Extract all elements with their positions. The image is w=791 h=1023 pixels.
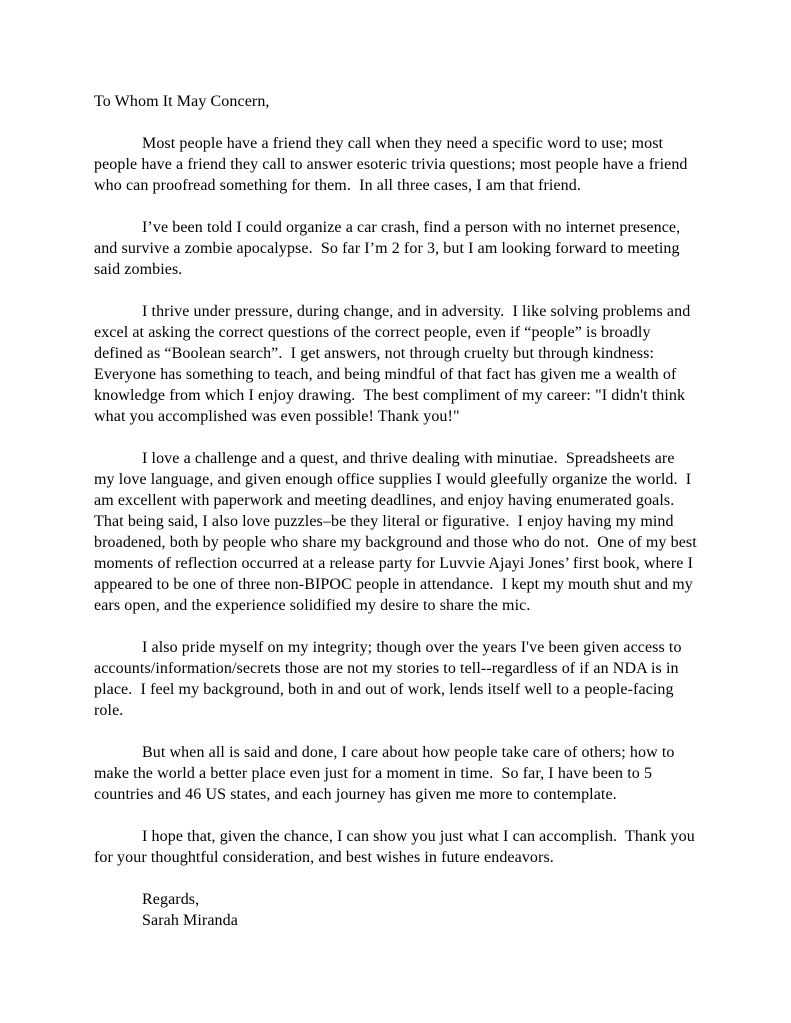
signature-name: Sarah Miranda [142, 912, 238, 929]
letter-paragraph-thanks: I hope that, given the chance, I can show you just what I can accomplish. Thank you for your thoughtful consideration, and best wishes in future endeavors. [94, 828, 699, 866]
letter-paragraph-skills: I’ve been told I could organize a car crash, find a person with no internet presence, and survive a zombie apocalypse. So far I’m 2 for 3, but I am looking forward to meeting said zombies. [94, 219, 685, 278]
letter-paragraph-intro: Most people have a friend they call when they need a specific word to use; most people have a friend they call to answer esoteric trivia questions; most people have a friend who can proofread something for them. In all three cases, I am that friend. [94, 135, 692, 194]
letter-paragraph-pressure: I thrive under pressure, during change, and in adversity. I like solving problems and excel at asking the correct questions of the correct people, even if “people” is broadly defined as “Boolean search”. I get answers, not through cruelty but through kindness: Everyone has something to teach, and being mindful of that fact has given me a wealth of knowledge from which I enjoy drawing. The best compliment of my career: "I didn't think what you accomplished was even possible! Thank you!" [94, 303, 695, 425]
letter-greeting: To Whom It May Concern, [94, 93, 270, 110]
letter-paragraph-values: But when all is said and done, I care about how people take care of others; how to make the world a better place even just for a moment in time. So far, I have been to 5 countries and 46 US states, and each journey has given me more to contemplate. [94, 744, 679, 803]
letter-paragraph-organization: I love a challenge and a quest, and thrive dealing with minutiae. Spreadsheets are my love language, and given enough office supplies I would gleefully organize the world. I am excellent with paperwork and meeting deadlines, and enjoy having enumerated goals. That being said, I also love puzzles–be they literal or figurative. I enjoy having my mind broadened, both by people who share my background and those who do not. One of my best moments of reflection occurred at a release party for Luvvie Ajayi Jones’ first book, where I appeared to be one of three non-BIPOC people in attendance. I kept my mouth shut and my ears open, and the experience solidified my desire to share the mic. [94, 450, 701, 614]
letter-signoff [94, 889, 697, 931]
signoff-regards: Regards, [142, 891, 200, 908]
letter-paragraph-integrity: I also pride myself on my integrity; though over the years I've been given access to accounts/information/secrets those are not my stories to tell--regardless of if an NDA is in place. I feel my background, both in and out of work, lends itself well to a people-facing role. [94, 639, 686, 719]
